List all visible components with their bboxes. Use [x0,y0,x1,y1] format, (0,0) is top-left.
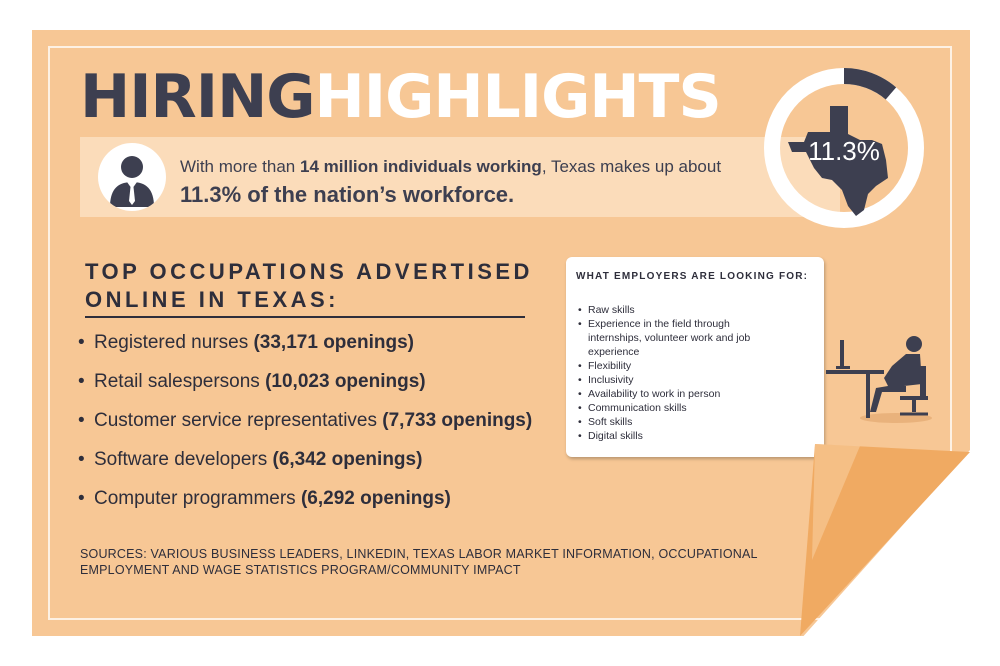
list-item: • Soft skills [578,415,768,429]
heading-divider [85,316,525,318]
list-item: • Inclusivity [578,373,768,387]
workforce-share-donut [764,68,924,228]
banner-text-post: , Texas makes up about [541,157,722,176]
list-item: • Flexibility [578,359,768,373]
occupations-heading [85,258,545,314]
businessman-icon [98,143,166,211]
occupation-name: Computer programmers [94,488,301,509]
list-item: • Experience in the field through internships, volunteer work and job experience [578,317,768,359]
list-item: • Customer service representatives (7,733 openings) [78,410,533,431]
list-item: • Registered nurses (33,171 openings) [78,332,414,353]
occupations-heading-line2: ONLINE IN TEXAS: [85,287,340,312]
title-part-hiring: HIRING [80,62,315,132]
list-item: • Computer programmers (6,292 openings) [78,488,451,509]
occupation-openings: (6,292 openings) [300,488,451,509]
sources-line2: EMPLOYMENT AND WAGE STATISTICS PROGRAM/COMMUNITY IMPACT [80,563,521,577]
employers-list [578,303,768,443]
employers-title: WHAT EMPLOYERS ARE LOOKING FOR: [576,271,809,282]
occupation-name: Registered nurses [94,332,254,353]
occupation-name: Software developers [94,449,273,470]
list-item: • Digital skills [578,429,768,443]
occupation-openings: (10,023 openings) [265,371,426,392]
workforce-share-text: 11.3% of the nation’s workforce. [180,182,515,207]
list-item: • Raw skills [578,303,768,317]
list-item: • Retail salespersons (10,023 openings) [78,371,426,392]
donut-value-arc [844,76,891,93]
occupation-openings: (7,733 openings) [382,410,533,431]
banner-text-pre: With more than [180,157,300,176]
occupation-name: Retail salespersons [94,371,266,392]
occupation-name: Customer service representatives [94,410,383,431]
page-title [80,62,721,132]
banner-text-bold: 14 million individuals working [300,157,542,176]
list-item: • Communication skills [578,401,768,415]
title-part-highlights: HIGHLIGHTS [314,62,721,132]
occupations-list [78,330,532,525]
occupations-heading-line1: TOP OCCUPATIONS ADVERTISED [85,259,533,284]
occupation-openings: (6,342 openings) [272,449,423,470]
employers-box [566,257,824,457]
workforce-statement [180,156,721,210]
occupation-openings: (33,171 openings) [253,332,414,353]
sources-note [80,546,758,578]
sources-line1: SOURCES: VARIOUS BUSINESS LEADERS, LINKEDIN, TEXAS LABOR MARKET INFORMATION, OCCUPATIONAL [80,547,758,561]
donut-label: 11.3% [808,136,880,166]
list-item: • Software developers (6,342 openings) [78,449,423,470]
list-item: • Availability to work in person [578,387,768,401]
desk-worker-icon [826,330,936,430]
